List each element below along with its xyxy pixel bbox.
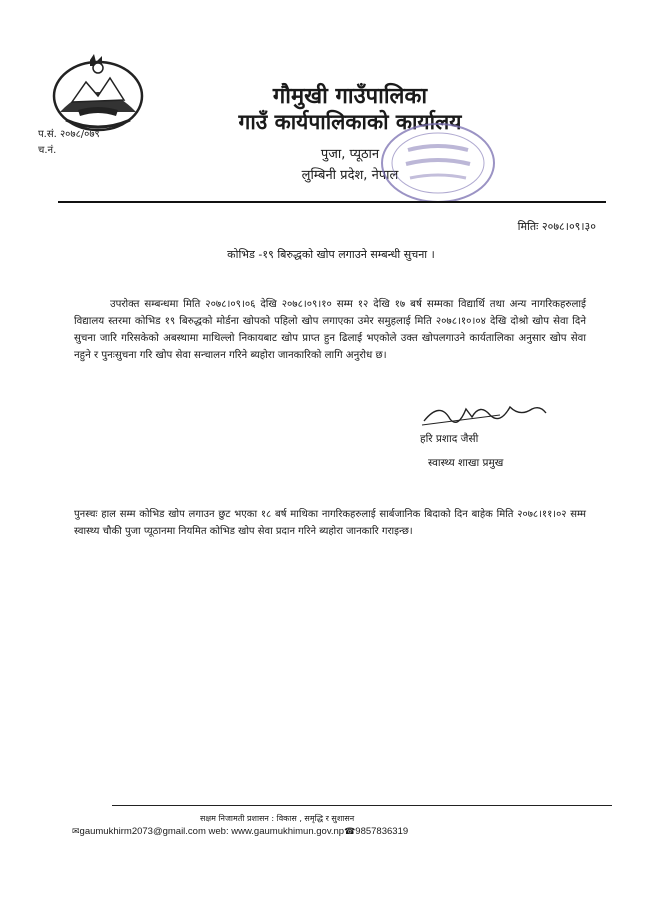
footer-contact — [72, 826, 408, 837]
signatory-name: हरि प्रशाद जैसी — [420, 433, 479, 445]
ref-cn: च.नं. — [38, 145, 57, 156]
postscript: पुनस्चः हाल सम्म कोभिड खोप लगाउन छुट भएका १८ बर्ष माथिका नागरिकहरुलाई सार्बजानिक बिदाको दिन बाहेक मिति २०७८।११।०२ सम्म स्वास्थ्य चौकी पुजा प्यूठानमा नियमित कोभिड खोप सेवा प्रदान गरिने ब्यहोरा जानकारि गराइन्छ। — [74, 509, 586, 537]
ref-ps: प.सं. २०७८/०७९ — [38, 129, 100, 140]
footer-email[interactable]: gaumukhirm2073@gmail.com — [79, 826, 206, 837]
letter-body — [74, 296, 586, 364]
footer-motto: सक्षम निजामती प्रशासन : विकास , समृद्धि र सुशासन — [200, 814, 355, 823]
org-name: गौमुखी गाउँपालिका — [272, 84, 428, 109]
location: पुजा, प्यूठान — [320, 147, 380, 162]
letter-body-text: उपरोक्त सम्बन्धमा मिति २०७८।०९।०६ देखि २०७८।०९।१० सम्म १२ देखि १७ बर्ष सम्मका विद्यार्थि तथा अन्य नागरिकहरुलाई विद्यालय स्तरमा कोभिड १९ बिरुद्धको मोर्डना खोपको पहिलो खोप लगाएका उमेर समुहलाई मिति २०७८।१०।०४ देखि दोश्रो खोप सेवा दिने सुचना जारि गरिसकेको अबस्थामा माथिल्लो निकायबाट खोप प्राप्त हुन ढिलाई भएकोले उक्त खोपलगाउने कार्यतालिका अनुसार खोप सेवा नहुने र पुनःसुचना गरि खोप सेवा सन्चालन गरिने ब्यहोरा जानकारिको लागि अनुरोध छ। — [74, 299, 586, 361]
office-name: गाउँ कार्यपालिकाको कार्यालय — [238, 110, 462, 134]
nepal-emblem-icon — [50, 52, 146, 134]
phone-icon: ☎ — [344, 826, 356, 836]
header-divider — [58, 201, 606, 203]
letter-date: मितिः २०७८।०९।३० — [517, 220, 596, 233]
footer-web[interactable]: web: www.gaumukhimun.gov.np — [208, 826, 345, 837]
province: लुम्बिनी प्रदेश, नेपाल — [301, 168, 399, 183]
footer-phone: 9857836319 — [355, 826, 409, 837]
footer-divider — [112, 805, 612, 806]
handwritten-signature — [420, 395, 550, 435]
office-seal-stamp — [378, 120, 498, 206]
signatory-title: स्वास्थ्य शाखा प्रमुख — [428, 457, 504, 469]
letter-subject: कोभिड -१९ बिरुद्धको खोप लगाउने सम्बन्धी सुचना । — [227, 248, 435, 261]
envelope-icon: ✉ — [72, 826, 80, 836]
